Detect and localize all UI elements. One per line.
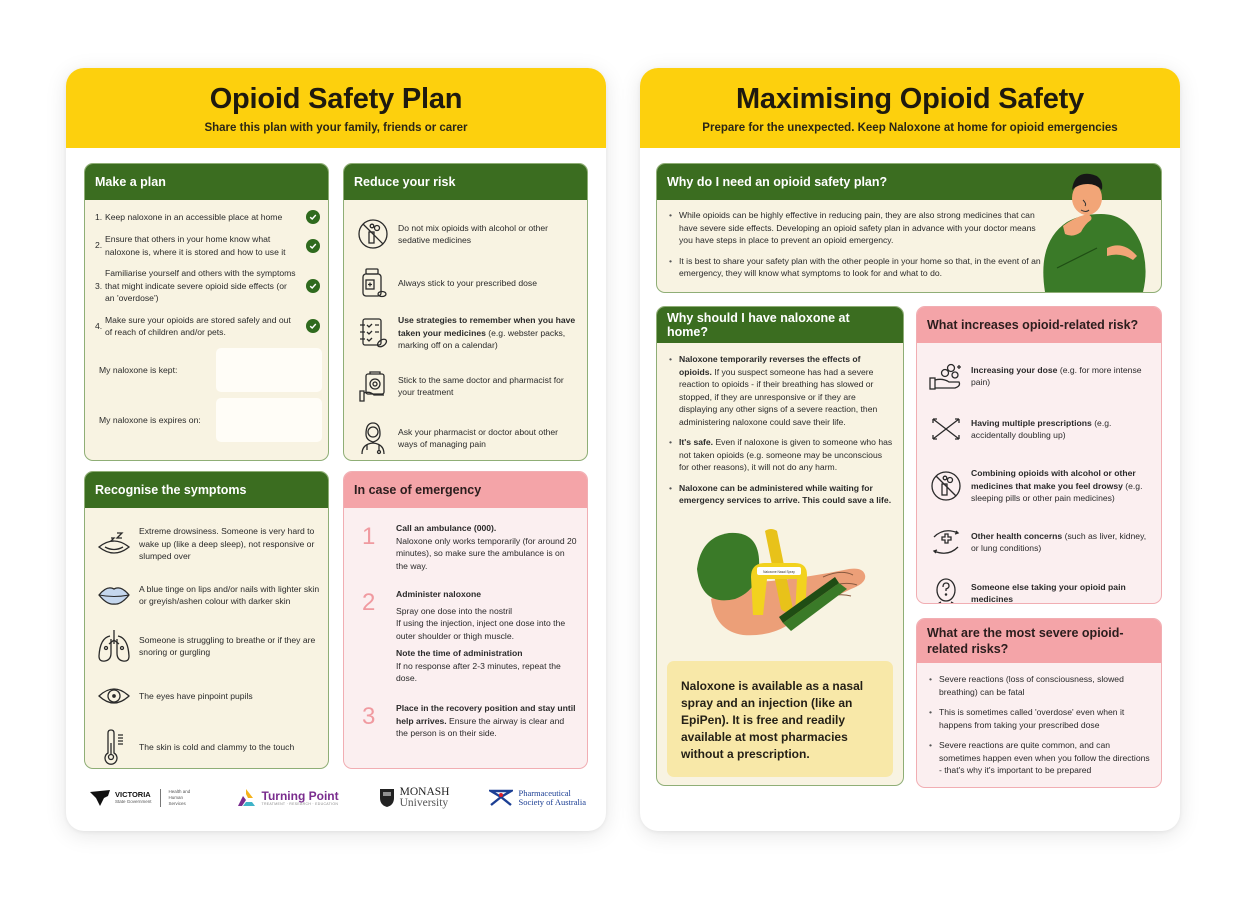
check-circle-icon bbox=[306, 279, 320, 293]
monash-crest-icon bbox=[379, 788, 395, 808]
symptom-item: The skin is cold and clammy to the touch bbox=[85, 720, 328, 769]
medicine-bottle-icon bbox=[356, 264, 390, 302]
sheet-title: Opioid Safety Plan bbox=[209, 83, 463, 115]
emergency-panel bbox=[343, 471, 588, 769]
blue-lips-icon bbox=[97, 576, 131, 614]
naloxone-location-field[interactable] bbox=[216, 348, 322, 392]
emergency-step: 1 Call an ambulance (000). Naloxone only works temporarily (for around 20 minutes), so make sure the ambulance is on the way. bbox=[344, 522, 587, 588]
make-a-plan-panel bbox=[84, 163, 329, 461]
check-circle-icon bbox=[306, 319, 320, 333]
lungs-icon bbox=[97, 627, 131, 665]
plan-item: 2. Ensure that others in your home know what naloxone is, where it is stored and how to use it bbox=[95, 233, 320, 258]
psa-logo: Pharmaceutical Society of Australia bbox=[489, 789, 586, 807]
sheet-header bbox=[640, 68, 1180, 148]
bullet-item: • Severe reactions (loss of consciousness, slowed breathing) can be fatal bbox=[929, 673, 1151, 698]
pharmacy-hand-icon bbox=[356, 367, 390, 405]
plan-item: 1. Keep naloxone in an accessible place at home bbox=[95, 210, 320, 224]
person-question-icon bbox=[929, 574, 963, 604]
step-number: 2 bbox=[362, 589, 376, 616]
sheet-subtitle: Prepare for the unexpected. Keep Naloxone at home for opioid emergencies bbox=[702, 122, 1118, 134]
risk-factor-item: Increasing your dose (e.g. for more intense pain) bbox=[917, 349, 1161, 403]
panel-heading: What are the most severe opioid-related risks? bbox=[917, 619, 1161, 663]
bullet-item: • While opioids can be highly effective in reducing pain, they are also strong medicines that can have severe side effects. Developing an opioid safety plan in advance with your doctor means you have steps in place to prevent an opioid emergency. bbox=[669, 209, 1042, 247]
checklist-icon bbox=[356, 314, 390, 352]
doctor-icon bbox=[356, 419, 390, 457]
bullet-item: • This is sometimes called 'overdose' even when it happens from taking your prescribed dose bbox=[929, 706, 1151, 731]
monash-logo: MONASH University bbox=[379, 787, 450, 809]
naloxone-location-row bbox=[85, 348, 328, 392]
emergency-step: 2 Administer naloxone Spray one dose into the nostril If using the injection, inject one dose into the outer shoulder or thigh muscle. Note the time of administration If no response after 2-3 minutes, repeat the dose. bbox=[344, 588, 587, 702]
panel-heading: Recognise the symptoms bbox=[85, 472, 328, 508]
risk-factor-item: Someone else taking your opioid pain medicines bbox=[917, 567, 1161, 604]
partner-logos bbox=[90, 780, 586, 816]
severe-risks-panel bbox=[916, 618, 1162, 788]
risk-item: Ask your pharmacist or doctor about other ways of managing pain bbox=[344, 412, 587, 461]
sheet-header bbox=[66, 68, 606, 148]
victoria-logo: VICTORIA State Government Health and Human Services bbox=[90, 789, 195, 807]
naloxone-expiry-label: My naloxone is expires on: bbox=[99, 414, 201, 425]
panel-heading: Make a plan bbox=[85, 164, 328, 200]
eye-icon bbox=[97, 677, 131, 715]
no-alcohol-icon bbox=[356, 215, 390, 253]
opioid-safety-plan-sheet bbox=[66, 68, 606, 831]
bullet-item: • It is best to share your safety plan with the other people in your home so that, in the event of an emergency, they will know what symptoms to look for and what to do. bbox=[669, 255, 1042, 280]
panel-heading: Why should I have naloxone at home? bbox=[657, 307, 903, 343]
reduce-risk-panel bbox=[343, 163, 588, 461]
panel-heading: Why do I need an opioid safety plan? bbox=[657, 164, 1161, 200]
svg-text:Naloxone Nasal Spray: Naloxone Nasal Spray bbox=[763, 570, 795, 574]
risk-factor-item: Having multiple prescriptions (e.g. accidentally doubling up) bbox=[917, 403, 1161, 455]
step-number: 3 bbox=[362, 703, 376, 730]
panel-heading: Reduce your risk bbox=[344, 164, 587, 200]
risk-factor-item: Other health concerns (such as liver, kidney, or lung conditions) bbox=[917, 517, 1161, 567]
naloxone-expiry-row bbox=[85, 398, 328, 442]
maximising-opioid-safety-sheet bbox=[640, 68, 1180, 831]
pills-hand-icon bbox=[929, 357, 963, 395]
panel-heading: In case of emergency bbox=[344, 472, 587, 508]
naloxone-availability-callout: Naloxone is available as a nasal spray and an injection (like an EpiPen). It is free and readily available at most pharmacies without a prescription. bbox=[667, 661, 893, 777]
check-circle-icon bbox=[306, 210, 320, 224]
risk-item: Use strategies to remember when you have taken your medicines (e.g. webster packs, marking off on a calendar) bbox=[344, 306, 587, 360]
naloxone-expiry-field[interactable] bbox=[216, 398, 322, 442]
bullet-item: • Naloxone temporarily reverses the effects of opioids. If you suspect someone has had a severe reaction to opioids - if their breathing has slowed or stopped, if they are unresponsive or if they are displaying any other signs of a severe reaction, then administering naloxone could save their life. bbox=[669, 353, 893, 428]
step-number: 1 bbox=[362, 523, 376, 550]
bullet-item: • It's safe. Even if naloxone is given to someone who has not taken opioids (e.g. someone may be unconscious for other reasons), it will not do any harm. bbox=[669, 436, 893, 474]
health-cross-icon bbox=[929, 523, 963, 561]
plan-item: 3. Familiarise yourself and others with the symptoms that might indicate severe opioid side effects (or an 'overdose') bbox=[95, 267, 320, 305]
sleepy-eye-icon bbox=[97, 525, 131, 563]
bullet-item: • Severe reactions are quite common, and can sometimes happen even when you follow the directions - that's why it's important to be prepared bbox=[929, 739, 1151, 777]
victoria-map-icon bbox=[90, 790, 110, 806]
psa-icon bbox=[489, 789, 513, 807]
turning-point-logo: Turning Point TREATMENT · RESEARCH · EDUCATION bbox=[235, 788, 339, 808]
no-alcohol-icon bbox=[929, 467, 963, 505]
risk-item: Do not mix opioids with alcohol or other sedative medicines bbox=[344, 208, 587, 260]
sheet-subtitle: Share this plan with your family, friends or carer bbox=[204, 122, 468, 134]
check-circle-icon bbox=[306, 239, 320, 253]
plan-item: 4. Make sure your opioids are stored safely and out of reach of children and/or pets. bbox=[95, 314, 320, 339]
symptom-item: The eyes have pinpoint pupils bbox=[85, 672, 328, 720]
naloxone-hand-illustration bbox=[691, 525, 871, 643]
why-plan-bullets bbox=[657, 200, 1052, 280]
thinking-person-illustration bbox=[1037, 168, 1147, 292]
naloxone-location-label: My naloxone is kept: bbox=[99, 364, 178, 375]
sheet-title: Maximising Opioid Safety bbox=[735, 83, 1085, 115]
risk-item: Always stick to your prescribed dose bbox=[344, 260, 587, 306]
turning-point-icon bbox=[235, 788, 257, 808]
recognise-symptoms-panel bbox=[84, 471, 329, 769]
increases-risk-panel bbox=[916, 306, 1162, 604]
symptom-item: Someone is struggling to breathe or if they are snoring or gurgling bbox=[85, 620, 328, 672]
symptom-item: Extreme drowsiness. Someone is very hard to wake up (like a deep sleep), not responsive or slumped over bbox=[85, 518, 328, 570]
emergency-step: 3 Place in the recovery position and stay until help arrives. Ensure the airway is clear and the person is on their side. bbox=[362, 703, 576, 738]
symptom-item: A blue tinge on lips and/or nails with lighter skin or greyish/ashen colour with darker skin bbox=[85, 570, 328, 620]
why-naloxone-panel bbox=[656, 306, 904, 786]
risk-factor-item: Combining opioids with alcohol or other medicines that make you feel drowsy (e.g. sleeping pills or other pain medicines) bbox=[917, 455, 1161, 517]
why-plan-panel bbox=[656, 163, 1162, 293]
severe-risks-bullets bbox=[917, 663, 1161, 777]
crossing-arrows-icon bbox=[929, 410, 963, 448]
risk-item: Stick to the same doctor and pharmacist for your treatment bbox=[344, 360, 587, 412]
why-naloxone-bullets bbox=[657, 343, 903, 507]
panel-heading: What increases opioid-related risk? bbox=[917, 307, 1161, 343]
thermometer-icon bbox=[97, 728, 131, 766]
plan-checklist bbox=[85, 200, 328, 339]
bullet-item: • Naloxone can be administered while waiting for emergency services to arrive. This could save a life. bbox=[669, 482, 893, 507]
